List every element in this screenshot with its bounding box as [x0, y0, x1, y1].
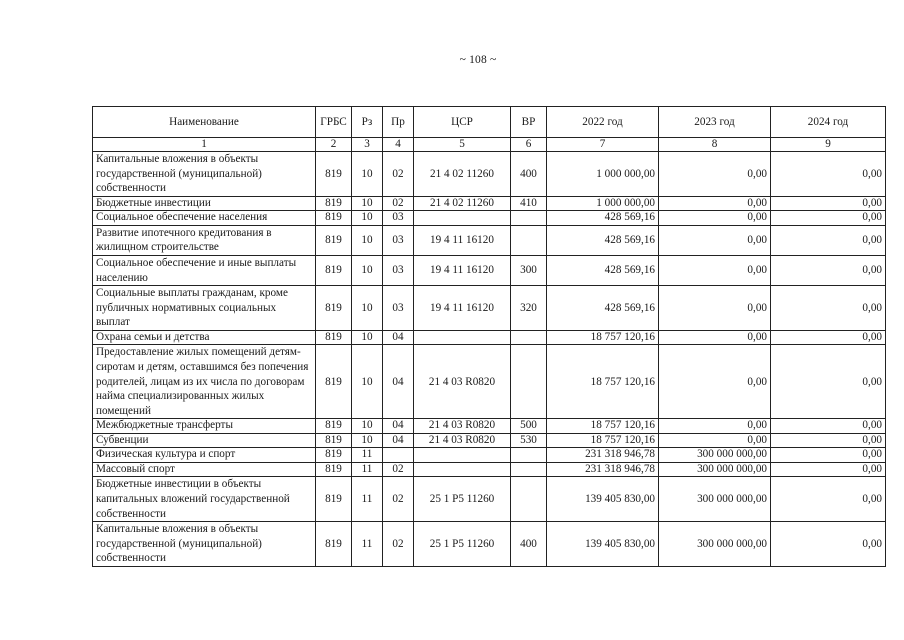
row-grbs: 819 [316, 522, 352, 567]
row-name: Субвенции [93, 433, 316, 448]
row-grbs: 819 [316, 330, 352, 345]
row-pr: 03 [383, 225, 414, 255]
row-rz: 10 [352, 255, 383, 285]
row-amount-2023: 300 000 000,00 [659, 477, 771, 522]
column-header-grbs: ГРБС [316, 107, 352, 138]
header-row [93, 107, 886, 138]
table-row [93, 433, 886, 448]
row-amount-2023: 0,00 [659, 419, 771, 434]
row-rz: 10 [352, 330, 383, 345]
column-number: 5 [414, 138, 511, 152]
row-amount-2023: 0,00 [659, 211, 771, 226]
row-rz: 10 [352, 211, 383, 226]
column-header-2024: 2024 год [771, 107, 886, 138]
row-amount-2024: 0,00 [771, 225, 886, 255]
row-pr: 02 [383, 196, 414, 211]
row-csr: 21 4 02 11260 [414, 196, 511, 211]
table-row [93, 330, 886, 345]
row-grbs: 819 [316, 433, 352, 448]
row-name: Межбюджетные трансферты [93, 419, 316, 434]
page-number: ~ 108 ~ [459, 54, 497, 66]
row-amount-2023: 0,00 [659, 286, 771, 331]
row-amount-2022: 139 405 830,00 [547, 477, 659, 522]
row-rz: 10 [352, 286, 383, 331]
row-grbs: 819 [316, 419, 352, 434]
row-pr: 02 [383, 477, 414, 522]
row-vr [511, 225, 547, 255]
column-number: 9 [771, 138, 886, 152]
row-amount-2022: 1 000 000,00 [547, 196, 659, 211]
row-amount-2022: 1 000 000,00 [547, 152, 659, 197]
row-vr [511, 477, 547, 522]
row-amount-2023: 0,00 [659, 330, 771, 345]
row-amount-2022: 231 318 946,78 [547, 448, 659, 463]
row-csr: 21 4 03 R0820 [414, 433, 511, 448]
row-name: Охрана семьи и детства [93, 330, 316, 345]
row-rz: 10 [352, 225, 383, 255]
row-pr: 04 [383, 330, 414, 345]
row-name: Бюджетные инвестиции в объекты капитальных вложений государственной собственности [93, 477, 316, 522]
row-grbs: 819 [316, 462, 352, 477]
row-amount-2024: 0,00 [771, 477, 886, 522]
row-pr: 04 [383, 345, 414, 419]
row-amount-2023: 300 000 000,00 [659, 462, 771, 477]
row-rz: 11 [352, 522, 383, 567]
column-number: 4 [383, 138, 414, 152]
row-csr: 19 4 11 16120 [414, 225, 511, 255]
column-header-rz: Рз [352, 107, 383, 138]
row-amount-2022: 428 569,16 [547, 211, 659, 226]
row-rz: 11 [352, 477, 383, 522]
table-row [93, 419, 886, 434]
row-amount-2023: 0,00 [659, 196, 771, 211]
row-amount-2023: 0,00 [659, 433, 771, 448]
row-csr: 19 4 11 16120 [414, 286, 511, 331]
row-amount-2022: 428 569,16 [547, 286, 659, 331]
row-amount-2022: 18 757 120,16 [547, 419, 659, 434]
row-amount-2024: 0,00 [771, 211, 886, 226]
row-grbs: 819 [316, 477, 352, 522]
row-pr: 04 [383, 419, 414, 434]
row-vr [511, 448, 547, 463]
row-pr: 03 [383, 255, 414, 285]
row-grbs: 819 [316, 152, 352, 197]
row-pr [383, 448, 414, 463]
row-amount-2024: 0,00 [771, 448, 886, 463]
row-name: Предоставление жилых помещений детям-сиротам и детям, оставшимся без попечения родителей, лицам из их числа по договорам найма специализированных жилых помещений [93, 345, 316, 419]
table-row [93, 225, 886, 255]
row-amount-2024: 0,00 [771, 152, 886, 197]
row-vr [511, 462, 547, 477]
row-amount-2022: 428 569,16 [547, 225, 659, 255]
row-rz: 10 [352, 419, 383, 434]
row-amount-2024: 0,00 [771, 286, 886, 331]
row-name: Физическая культура и спорт [93, 448, 316, 463]
table-row [93, 462, 886, 477]
budget-table [92, 106, 886, 567]
column-number-row [93, 138, 886, 152]
row-name: Социальное обеспечение и иные выплаты населению [93, 255, 316, 285]
row-grbs: 819 [316, 448, 352, 463]
row-vr: 400 [511, 522, 547, 567]
table-row [93, 448, 886, 463]
row-grbs: 819 [316, 345, 352, 419]
table-row [93, 211, 886, 226]
row-amount-2024: 0,00 [771, 255, 886, 285]
row-grbs: 819 [316, 225, 352, 255]
column-number: 6 [511, 138, 547, 152]
row-rz: 10 [352, 433, 383, 448]
row-csr: 19 4 11 16120 [414, 255, 511, 285]
row-vr: 300 [511, 255, 547, 285]
row-name: Бюджетные инвестиции [93, 196, 316, 211]
table-row [93, 286, 886, 331]
row-amount-2023: 0,00 [659, 255, 771, 285]
row-rz: 11 [352, 448, 383, 463]
column-header-name: Наименование [93, 107, 316, 138]
row-pr: 02 [383, 152, 414, 197]
row-csr: 21 4 03 R0820 [414, 345, 511, 419]
row-rz: 11 [352, 462, 383, 477]
column-number: 8 [659, 138, 771, 152]
row-rz: 10 [352, 152, 383, 197]
row-csr [414, 211, 511, 226]
row-amount-2023: 0,00 [659, 345, 771, 419]
column-number: 7 [547, 138, 659, 152]
row-amount-2024: 0,00 [771, 433, 886, 448]
column-number: 3 [352, 138, 383, 152]
row-amount-2022: 231 318 946,78 [547, 462, 659, 477]
table-row [93, 477, 886, 522]
row-amount-2022: 18 757 120,16 [547, 330, 659, 345]
column-header-2023: 2023 год [659, 107, 771, 138]
column-header-2022: 2022 год [547, 107, 659, 138]
row-pr: 03 [383, 286, 414, 331]
row-vr [511, 330, 547, 345]
row-vr: 400 [511, 152, 547, 197]
row-name: Капитальные вложения в объекты государственной (муниципальной) собственности [93, 522, 316, 567]
row-amount-2023: 0,00 [659, 225, 771, 255]
row-pr: 03 [383, 211, 414, 226]
row-rz: 10 [352, 196, 383, 211]
row-amount-2024: 0,00 [771, 345, 886, 419]
row-name: Социальное обеспечение населения [93, 211, 316, 226]
column-header-csr: ЦСР [414, 107, 511, 138]
row-csr [414, 448, 511, 463]
row-csr [414, 462, 511, 477]
row-amount-2022: 139 405 830,00 [547, 522, 659, 567]
row-name: Социальные выплаты гражданам, кроме публичных нормативных социальных выплат [93, 286, 316, 331]
table-row [93, 196, 886, 211]
row-amount-2024: 0,00 [771, 330, 886, 345]
row-grbs: 819 [316, 286, 352, 331]
row-grbs: 819 [316, 255, 352, 285]
row-amount-2024: 0,00 [771, 419, 886, 434]
column-number: 2 [316, 138, 352, 152]
row-amount-2022: 18 757 120,16 [547, 433, 659, 448]
row-vr [511, 345, 547, 419]
row-csr: 21 4 02 11260 [414, 152, 511, 197]
table-row [93, 152, 886, 197]
table-row [93, 522, 886, 567]
row-amount-2024: 0,00 [771, 522, 886, 567]
row-amount-2023: 0,00 [659, 152, 771, 197]
row-amount-2022: 428 569,16 [547, 255, 659, 285]
row-pr: 04 [383, 433, 414, 448]
table-row [93, 255, 886, 285]
row-name: Массовый спорт [93, 462, 316, 477]
row-vr: 500 [511, 419, 547, 434]
row-amount-2022: 18 757 120,16 [547, 345, 659, 419]
row-csr [414, 330, 511, 345]
row-amount-2023: 300 000 000,00 [659, 522, 771, 567]
row-pr: 02 [383, 462, 414, 477]
table-row [93, 345, 886, 419]
row-amount-2024: 0,00 [771, 462, 886, 477]
row-grbs: 819 [316, 211, 352, 226]
row-name: Развитие ипотечного кредитования в жилищном строительстве [93, 225, 316, 255]
row-vr [511, 211, 547, 226]
row-csr: 21 4 03 R0820 [414, 419, 511, 434]
column-header-vr: ВР [511, 107, 547, 138]
row-vr: 320 [511, 286, 547, 331]
row-rz: 10 [352, 345, 383, 419]
row-vr: 410 [511, 196, 547, 211]
row-amount-2024: 0,00 [771, 196, 886, 211]
row-grbs: 819 [316, 196, 352, 211]
column-number: 1 [93, 138, 316, 152]
row-csr: 25 1 P5 11260 [414, 477, 511, 522]
row-name: Капитальные вложения в объекты государственной (муниципальной) собственности [93, 152, 316, 197]
row-pr: 02 [383, 522, 414, 567]
row-csr: 25 1 P5 11260 [414, 522, 511, 567]
row-vr: 530 [511, 433, 547, 448]
row-amount-2023: 300 000 000,00 [659, 448, 771, 463]
column-header-pr: Пр [383, 107, 414, 138]
